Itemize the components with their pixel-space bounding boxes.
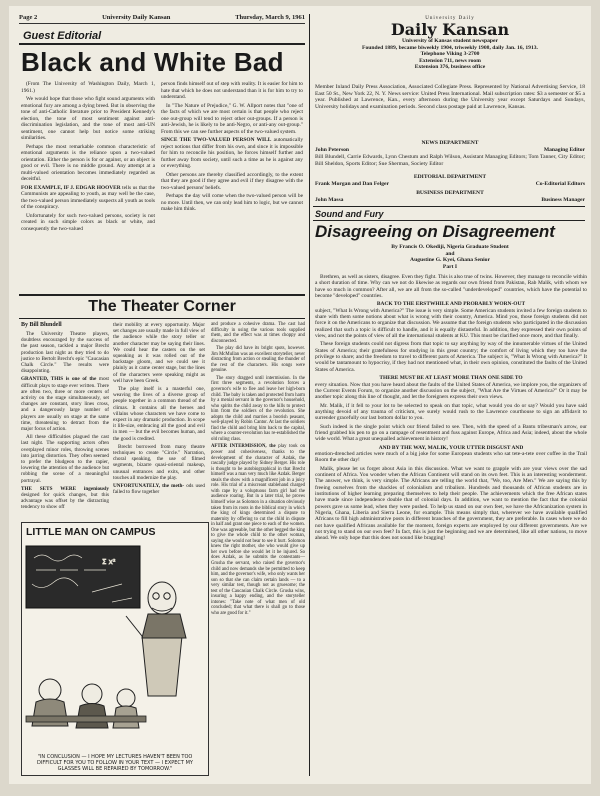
- theater-para: Brecht borrowed from many theatre techniques to create "Circle." Narration, choral speaking, the use of filmed segments, bizarre quasi-oriental makeup, unusual entrances and exits, and other touches all modernize the play.: [113, 443, 205, 481]
- masthead-small: University Daily: [425, 16, 475, 21]
- biz-manager-role: Business Manager: [541, 197, 585, 203]
- cartoon-title: LITTLE MAN ON CAMPUS: [26, 526, 156, 538]
- article-subhead: AND BY THE WAY, MALIK, YOUR UTTER DISGUST AND: [378, 444, 524, 451]
- editorial-para: (From The University of Washington Daily, March 1, 1961.): [21, 81, 155, 94]
- edit-dept-heading: EDITORIAL DEPARTMENT: [413, 174, 487, 180]
- editorial-rule: [19, 43, 305, 45]
- editorial-para: Other persons are thereby classified accordingly, to the extent that they are good if they agree and evil if they disagree with the two-valued persons' beliefs.: [161, 171, 303, 191]
- cartoon-drawing: [22, 540, 206, 736]
- editorial-title: Black and White Bad: [21, 47, 284, 77]
- editorial-subhead: SINCE THE TWO-VALUED PERSON WILL: [161, 137, 272, 143]
- kicker-rule: [313, 220, 585, 221]
- editorial-para: person finds himself out of step with reality. It is easier for him to hate that which he does not understand than it is for him to try to understand.: [161, 81, 303, 100]
- news-editor-row: [315, 147, 585, 154]
- editorial-subhead: FOR EXAMPLE, IF J. EDGAR HOOVER: [21, 184, 121, 191]
- theater-para: The play did have its bright spots, however. Jim McMullan was an excellent storyteller, never distracting from action or stealing the thunder of the rest of the characters. His songs were genuine.: [211, 346, 305, 374]
- article-title: Disagreeing on Disagreement: [315, 222, 555, 241]
- masthead-line: Founded 1889, became biweekly 1904, triweekly 1908, daily Jan. 16, 1913.: [362, 44, 538, 51]
- masthead-line: Extension 376, business office: [414, 64, 486, 71]
- byline-2: Augustine G. Kyei, Ghana Senior: [410, 257, 490, 264]
- svg-text:Σ x²: Σ x²: [102, 558, 116, 566]
- news-editor-role: Managing Editor: [543, 147, 585, 153]
- news-staff: Bill Blundell, Carrie Edwards, Lynn Chestum and Ralph Wilson, Assistant Managing Editors; Tom Tanner, City Editor; Bill Sheldon, Sports Editor; Sue Sherman, Society Editor: [315, 154, 585, 167]
- theater-para: The play itself is a masterful one, weaving the lives of a diverse group of people together in a common thread of the climax. It contains all the heroes and villains whose characters we have come to expect in any dramatic production. In scope it life-size, embracing all the good and evil in men — but the evil becomes human, and the good is credited.: [113, 386, 205, 442]
- theater-para: All these difficulties plagued the cast last night. The supporting actors often overplayed minor roles, throwing scenes into jarring distortion. They often seemed to prefer the bludgeon to the rapier, lowering the attention of the audience but robbing the scene of a meaningful portrayal.: [21, 434, 109, 484]
- theater-title: The Theater Corner: [88, 298, 236, 315]
- theater-byline: By Bill Blundell: [21, 322, 62, 328]
- masthead-rule: [313, 206, 585, 207]
- news-editor-name: John Peterson: [315, 147, 350, 153]
- theater-para: most difficult plays to stage ever written. There are often two, three or more centers of activity on the stage simultaneously, set changes are constant, story lines cross, and a dangerously large number of players are usually on stage at the same time, threatening to detract from the major focus of action.: [21, 376, 109, 433]
- theater-subhead: GRANTED, THIS is one of the: [21, 376, 97, 383]
- biz-dept-heading: BUSINESS DEPARTMENT: [416, 190, 484, 196]
- article-part: Part I: [442, 263, 458, 270]
- article-para: subject, "What Is Wrong with America?" The issue is very simple. Some American students invited a few foreign students to share with them some notions about what is wrong with their country, America. Mind you, those foreign students did not force it on the Americans to organize that discussion. We assume that the foreign students who participated in the discussion realized that such a topic is difficult to handle, and it is equally distasteful. In addition, they expressed their own points of view, and not the points of view of all the international students at KU. This must be clarified once more, and that finally.: [315, 307, 587, 340]
- theater-subhead: AFTER INTERMISSION, the: [211, 444, 276, 450]
- article-subhead: THERE MUST BE AT LEAST MORE THAN ONE SIDE TO: [379, 375, 523, 382]
- editorial-para: Perhaps the day will come when the two-valued person will be no more. Until then, we can only lead him to logic, but we cannot make him think.: [161, 193, 303, 212]
- theater-para: The story dragged until intermission. In the first three segments, a revolution forces a governor's wife to flee and leave her high-born child. The baby is taken and protected from harm by a menial servant in the governor's household, who spirits the child away to the hills to protect him from the soldiers of the revolution. She adopts the child and marries a boorish peasant, well-played by Robin Cantor. At last the soldiers find the child and bring him back to the capital, where a counter-revolution has re-established the old ruling class.: [211, 375, 305, 442]
- newspaper-page: [9, 6, 591, 784]
- masthead-line: Extension 711, news room: [419, 57, 481, 64]
- cartoon-caption: "IN CONCLUSION — I HOPE MY LECTURES HAVEN'T BEEN TOO DIFFICULT FOR YOU TO FOLLOW IN YOUR TEXT — I EXPECT MY GLASSES WILL BE REPAIRED BY TOMORROW.": [37, 754, 193, 772]
- article-para: Mr. Malik, if it fell to your lot to be selected to speak on that topic, what would you do or say? Would you have said anything devoid of any trauma of criticism, we surely would rush to the Lawrence courthouse to sign an affidavit to surrender gracefully our last bottom dollar to you.: [315, 402, 587, 422]
- editorial-para: We would hope that those who fight sound arguments with emotional fury are among a dying breed. But in observing the tone of anti-Catholic literature prior to President Kennedy's election, the tone of most sentiment against anti-discrimination legislation, and the tone of most anti-UN sentiment, one cannot help but notice some striking similarities.: [21, 96, 155, 141]
- page-header: [19, 14, 305, 24]
- masthead-body: Member Inland Daily Press Association, Associated Collegiate Press. Represented by National Advertising Service, 18 East 50 St., New York 22, N. Y. News service: United Press International. Mail subscription rates: $3 a semester or $5 a year. Published at Lawrence, Kan., every afternoon during the University year except Saturdays and Sundays, University holidays and examination periods. Second class postage paid at Lawrence, Kansas.: [315, 84, 585, 110]
- theater-para: designed for quick changes, but this advantage was offset by the distracting tendency to show off: [21, 492, 109, 511]
- paper-name: University Daily Kansan: [102, 14, 171, 21]
- theater-subhead: UNFORTUNATELY, the meth-: [113, 483, 185, 490]
- edit-editors-names: Frank Morgan and Dan Felger: [315, 181, 389, 187]
- theater-col-3: [211, 322, 305, 618]
- editorial-para: automatically reject notions that differ from his own, and since it is impossible for him to reconcile his position, he forces himself further and further away from society, until such a time as he is against any or everything.: [161, 137, 304, 169]
- theater-col-1: [21, 331, 109, 513]
- byline-1: By Francis O. Okediji, Nigeria Graduate Student: [391, 244, 509, 250]
- masthead-line: Telephone Viking 3-2700: [420, 51, 480, 58]
- cartoon-desk: [26, 716, 146, 722]
- column-divider: [309, 14, 310, 776]
- theater-subhead: THE SETS WERE ingeniously: [21, 485, 109, 492]
- theater-rule-top: [19, 294, 305, 296]
- theater-para: play took on power and cohesiveness, thanks to the development of the character of Azdak, the rascally judge played by Sidney Berger. His role is thought to be autobiographical in that Brecht himself was a man very much like Azdak. Berger steals the show with a magnificent job in a juicy role. His trial of a miscreant stablehand charged with rape by a voluptuous farm girl had the audience roaring. But in a later trial, he proves himself wise as Solomon in a situation obviously taken from its roots in the biblical story in which the king of kings determined a dispute to maternity by offering to cut the child in dispute in half and grant one piece to each of the women. One was agreeable, but the other begged the king to give the whole child to the other woman, saying she would not bear to see it hurt. Solomon knew the right mother, she who would give up her own before she would let it be injured. So does Azdak, as he submits the contestants—Grusha the servant, who raised the governor's child and now demands she be permitted to keep him, and the governor's wife, who only wants her son so that she can claim certain lands — to a very similar test, though not as gruesome; the test of the Caucasian Chalk Circle. Grusha wins, insuring a happy ending, and the storyteller intones: "Take note of what men of old concluded; that what there is shall go to those who are good for it.": [211, 444, 305, 616]
- issue-date: Thursday, March 9, 1961: [235, 14, 305, 21]
- article-byline: [315, 244, 585, 270]
- theater-para: and produce a cohesive drama. The cast had difficulty in using the various tools supplied them, and the effect was at times choppy and disconnected.: [211, 322, 305, 344]
- masthead-line: University of Kansas student newspaper: [401, 38, 499, 44]
- theater-rule-bottom: [19, 318, 305, 319]
- news-dept-heading: NEWS DEPARTMENT: [421, 140, 479, 146]
- article-para: Such indeed is the single point which our friend failed to see. Then, with the speed of a Bantu tribesman's arrow, our friend grabbed his pen to go on a rampage of resentment and fuss against Europe, Africa and Asia; indeed, about the whole wide world. What a great unequalled achievement in history!: [315, 423, 587, 443]
- theater-para: ods used failed to flow together: [113, 483, 206, 496]
- theater-para: their mobility at every opportunity. Major set changes are usually made in full view of the audience while the story teller or another character may be saying their lines. We could hear the casters on the set squeaking as it was rolled out of the backstage gloom, and we could see it plainly as it came center stage, but the lines of the characters were speaking might as well have been Greek.: [113, 322, 205, 384]
- page-number: Page 2: [19, 14, 38, 21]
- edit-editors-row: [315, 181, 585, 188]
- byline-and: and: [445, 250, 455, 257]
- article-para: Brethren, as well as sisters, disagree. Even they fight. This is also true of twins. However, they manage to reconcile within a short duration of time. Why can we not do likewise as regards our own friend from Pakistan, Rab Malik, with whom we have so much in common? After all, we are all from the so-called "underdeveloped" countries, which have the potential to become "developed" countries.: [315, 274, 587, 300]
- article-para: Malik, please let us forget about Asia in this discussion. What we want to grapple with are your views over the sad continent of Africa. You wonder when the African Continent will stand on its own feet. This is an interesting wonderment. The answer, we think, is very simple. The Africans are telling the world that, "We, too, Are Men." We are saying this by freeing ourselves from the shackles of colonialism and tribalism. Hundreds and thousands of African students are in institutions of higher learning preparing themselves to help their people. The achievements which the free African states have made since independence double that of colonial days. In addition, we want to mention the fact that the colonial powers gave us some lead, when they were pushed. To help us stand on our own feet, we have the Africanization system in Nigeria, Ghana, Liberia and Sierra Leone, for example. This means simply that, wherever we have available qualified Africans to fill high administrative posts in different branches of the government, they are preferable. In cases where we do not have qualified Africans available for the moment, foreign experts are employed by our different governments. Are we not trying to stand on our own feet? In fact, this is just the beginning and we are determined, like all other nations, to move ahead. We only hope that this does not sound like bragging!: [315, 465, 587, 542]
- editorial-col-2: [161, 81, 303, 215]
- theater-col-2: [113, 322, 205, 497]
- cartoon-panel: [21, 522, 209, 776]
- biz-manager-name: John Massa: [315, 197, 344, 203]
- article-body: [315, 274, 587, 544]
- biz-manager-row: [315, 197, 585, 204]
- editorial-para: Perhaps the most remarkable common characteristic of emotional arguments is the reliance upon a two-valued orientation. Either the person is for or against, or an object is good or evil. There is no middle ground. Any attempt at a multi-valued orientation becomes immediately regarded as deceitful.: [21, 143, 155, 182]
- article-para: every situation. Now that you have heard about the faults of the United States of America, we implore you, the organizers of the Current Events Forum, to organize another discussion on the subject, "What Are the Virtues of America?" Or it may be another topic along this line of thought, and let the foreigners express their own views.: [315, 381, 587, 401]
- editorial-kicker: Guest Editorial: [23, 30, 102, 42]
- column-kicker: Sound and Fury: [315, 209, 384, 219]
- editorial-para: Unfortunately for such two-valued persons, society is not created in such simple colors as black or white, and consequently the two-valued: [21, 212, 155, 232]
- masthead-title: Daily Kansan: [390, 20, 510, 39]
- theater-para: The University Theatre players, doubtless encouraged by the success of the past season, tackled a major Brecht production last night as they tried to do justice to Bertolt Brecht's epic "Caucasian Chalk Circle." The results were disappointing.: [21, 331, 109, 375]
- article-para: emotion-drenched articles were much of a big joke for some European students who sat tete-a-tete over coffee in the Trail Room the other day!: [315, 450, 587, 464]
- article-para: These foreign students could not digress from that topic to say anything by way of the innumerable virtues of the United States of America; their gratefulness for studying in this great country; the comfort of living which they too have the privilege to share; and the freedom to travel to different parts of America. The subject is, "What Is Wrong with America?" It would be tantamount to hypocrisy, if they had not mentioned what, in their own opinion, constituted the faults of the United States of America.: [315, 341, 587, 373]
- article-subhead: BACK TO THE ERSTWHILE AND PROBABLY WORN-OUT: [376, 301, 526, 308]
- editorial-col-1: [21, 81, 155, 234]
- editorial-para: tells us that the Communists are appealing to youth, as may well be the case, the two-valued person immediately suspects all youth as tools of the conspiracy.: [21, 184, 155, 210]
- masthead: [315, 16, 585, 71]
- edit-editors-role: Co-Editorial Editors: [535, 181, 585, 187]
- cartoon-lectern: [142, 636, 182, 696]
- editorial-para: In "The Nature of Prejudice," G. W. Allport notes that "one of the facts of which we are most certain is that people who reject one out-group will tend to reject other out-groups. If a person is anti-Jewish, he is likely to be anti-Negro, or anti-any out-group." From this we can see further aspects of the two-valued system.: [161, 102, 303, 135]
